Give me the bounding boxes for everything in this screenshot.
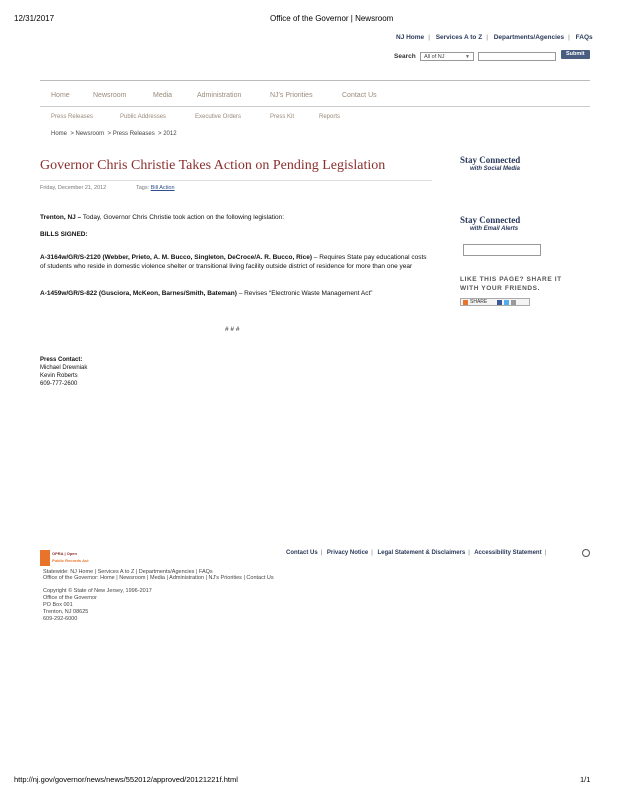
- subnav-executive-orders[interactable]: Executive Orders: [195, 114, 242, 120]
- utility-link-services[interactable]: Services A to Z: [435, 34, 483, 41]
- contact-name: Michael Drewniak: [40, 365, 88, 371]
- subnav-press-releases[interactable]: Press Releases: [51, 114, 94, 120]
- footer-link-accessibility[interactable]: Accessibility Statement: [474, 550, 542, 556]
- article-tags: [136, 185, 175, 191]
- search-submit-button[interactable]: Submit: [561, 50, 590, 59]
- print-url: http://nj.gov/governor/news/news/552012/approved/20121221f.html: [14, 775, 238, 784]
- copyright: Copyright © State of New Jersey, 1996-2017: [43, 588, 152, 594]
- chevron-down-icon: ▼: [465, 54, 470, 60]
- bill-2: [40, 289, 440, 298]
- bill-2-text: – Revises “Electronic Waste Management Act”: [238, 290, 373, 297]
- email-alert-input[interactable]: [463, 244, 541, 256]
- address-line: 609-292-6000: [43, 616, 78, 622]
- intro-text: Today, Governor Chris Christie took action on the following legislation:: [82, 214, 285, 221]
- search-scope-value: All of NJ: [424, 54, 445, 60]
- address-line: Office of the Governor: [43, 595, 98, 601]
- twitter-icon: [504, 300, 509, 305]
- breadcrumb[interactable]: Home > Newsroom > Press Releases > 2012: [51, 131, 177, 137]
- print-title: Office of the Governor | Newsroom: [270, 14, 394, 23]
- print-page-number: 1/1: [580, 775, 591, 784]
- contact-phone: 609-777-2600: [40, 381, 78, 387]
- social-subtitle[interactable]: with Social Media: [470, 166, 521, 172]
- page-title: Governor Chris Christie Takes Action on Pending Legislation: [40, 158, 386, 173]
- footer-link-contact[interactable]: Contact Us: [286, 550, 318, 556]
- subnav-reports[interactable]: Reports: [319, 114, 341, 120]
- footer-links: Contact Us | Privacy Notice | Legal Statement & Disclaimers | Accessibility Statement |: [286, 550, 547, 556]
- tag-link[interactable]: Bill Action: [150, 185, 175, 191]
- nav-newsroom[interactable]: Newsroom: [93, 92, 127, 99]
- utility-link-nj-home[interactable]: NJ Home: [396, 34, 425, 41]
- utility-nav: NJ Home | Services A to Z | Departments/Agencies | FAQs: [396, 34, 593, 41]
- share-label: SHARE: [470, 299, 488, 305]
- bill-2-id: A-1459w/GR/S-822 (Gusciora, McKeon, Barnes/Smith, Bateman): [40, 290, 237, 297]
- subnav-press-kit[interactable]: Press Kit: [270, 114, 295, 120]
- intro-dateline: Trenton, NJ –: [40, 214, 82, 221]
- accessibility-icon[interactable]: [582, 549, 590, 557]
- tags-label: Tags:: [136, 185, 150, 191]
- article-date: Friday, December 21, 2012: [40, 185, 107, 191]
- subnav-public-addresses[interactable]: Public Addresses: [120, 114, 167, 120]
- press-contact-label: Press Contact:: [40, 357, 83, 363]
- print-date: 12/31/2017: [14, 14, 55, 23]
- bills-heading: BILLS SIGNED:: [40, 231, 88, 238]
- footer-link-legal[interactable]: Legal Statement & Disclaimers: [377, 550, 466, 556]
- email-subtitle[interactable]: with Email Alerts: [470, 226, 519, 232]
- footer-address: [43, 595, 97, 623]
- nav-administration[interactable]: Administration: [197, 92, 242, 99]
- facebook-icon: [497, 300, 502, 305]
- footer-statewide-links[interactable]: Statewide: NJ Home | Services A to Z | Departments/Agencies | FAQs: [43, 569, 213, 575]
- title-divider: [40, 180, 432, 181]
- search-scope-select[interactable]: [420, 52, 474, 61]
- end-marks: # # #: [225, 326, 240, 333]
- opra-line-2: Public Records Act: [52, 558, 89, 563]
- opra-line-1: OPRA | Open: [52, 551, 77, 556]
- article-intro: [40, 213, 430, 222]
- email-icon: [511, 300, 516, 305]
- utility-link-departments[interactable]: Departments/Agencies: [493, 34, 565, 41]
- nav-media[interactable]: Media: [153, 92, 173, 99]
- address-line: PO Box 001: [43, 602, 73, 608]
- press-contact-list: [40, 364, 87, 388]
- nav-home[interactable]: Home: [51, 92, 70, 99]
- footer-link-privacy[interactable]: Privacy Notice: [326, 550, 369, 556]
- bill-1: [40, 253, 432, 271]
- search-label: Search: [394, 53, 416, 60]
- contact-name: Kevin Roberts: [40, 373, 78, 379]
- nav-priorities[interactable]: NJ's Priorities: [270, 92, 313, 99]
- header-divider: [40, 80, 590, 81]
- bill-1-id: A-3164w/GR/S-2120 (Webber, Prieto, A. M. Bucco, Singleton, DeCroce/A. R. Bucco, Rice): [40, 254, 312, 261]
- search-input[interactable]: [478, 52, 556, 61]
- opra-logo[interactable]: [40, 550, 89, 566]
- share-button[interactable]: [460, 298, 530, 306]
- opra-icon: [40, 550, 50, 566]
- social-title[interactable]: Stay Connected: [460, 155, 521, 165]
- nav-contact[interactable]: Contact Us: [342, 92, 377, 99]
- nav-divider: [40, 106, 590, 107]
- share-icon: [463, 300, 468, 305]
- utility-link-faqs[interactable]: FAQs: [575, 34, 593, 41]
- address-line: Trenton, NJ 08625: [43, 609, 89, 615]
- share-prompt: LIKE THIS PAGE? SHARE IT WITH YOUR FRIENDS.: [460, 276, 562, 292]
- bill-1-text: – Requires State pay educational costs of students who reside in domestic violence shelter or transitional living facility outside district of residence for more than one year: [40, 254, 427, 270]
- email-title[interactable]: Stay Connected: [460, 215, 521, 225]
- footer-office-links[interactable]: Office of the Governor: Home | Newsroom | Media | Administration | NJ's Priorities | Contact Us: [43, 575, 274, 581]
